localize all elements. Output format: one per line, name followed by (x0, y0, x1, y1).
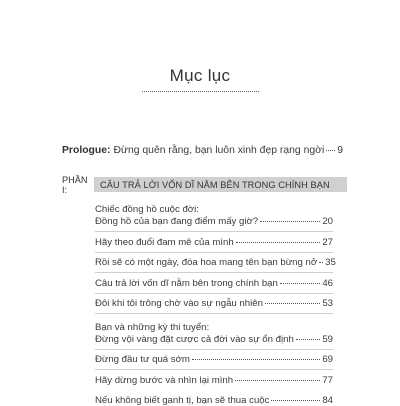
title-underline (142, 91, 259, 92)
entry-text: Đôi khi tôi trông chờ vào sự ngẫu nhiên (95, 298, 263, 309)
entry-text: Đừng đầu tư quá sớm (95, 354, 190, 365)
dot-leader (235, 380, 320, 381)
entry-text: Rồi sẽ có một ngày, đóa hoa mang tên bạn bừng nở (95, 257, 318, 268)
row-divider (95, 349, 333, 350)
part-title: CÂU TRẢ LỜI VỐN DĨ NẰM BÊN TRONG CHÍNH BẠN (94, 177, 347, 192)
entry-text: Đừng vội vàng đặt cược cả đời vào sự ổn định (95, 333, 294, 345)
prologue-text: Đừng quên rằng, bạn luôn xinh đẹp rạng ngời (113, 145, 325, 156)
page-number: 53 (322, 298, 333, 309)
entry-text: Đồng hồ của bạn đang điểm mấy giờ? (95, 216, 259, 227)
dot-leader (236, 242, 321, 243)
dot-leader (326, 150, 335, 151)
entry-text: Nếu không biết ganh tị, bạn sẽ thua cuộc (95, 395, 270, 406)
page-number: 20 (322, 216, 333, 227)
dot-leader (271, 400, 320, 401)
dot-leader (280, 283, 321, 284)
page-number: 46 (322, 277, 333, 289)
toc-entry-prologue (62, 145, 343, 156)
page-number: 9 (337, 145, 343, 156)
page-title: Mục lục (169, 66, 231, 85)
page-number: 84 (322, 395, 333, 406)
group-label: Chiếc đồng hồ cuộc đời: (95, 204, 199, 215)
part-number: PHẦN I: (62, 174, 88, 195)
dot-leader (296, 339, 321, 340)
toc-entry (95, 395, 333, 406)
entry-text: Câu trả lời vốn dĩ nằm bên trong chính bạn (95, 277, 278, 289)
dot-leader (192, 359, 320, 360)
dot-leader (265, 303, 320, 304)
row-divider (95, 293, 333, 294)
row-divider (95, 369, 333, 370)
toc-entry (95, 354, 333, 365)
toc-entry (95, 237, 333, 248)
toc-entry (95, 257, 336, 268)
dot-leader (319, 262, 323, 263)
row-divider (95, 272, 333, 273)
part-heading (60, 174, 347, 195)
row-divider (95, 231, 333, 232)
dot-leader (260, 221, 320, 222)
entry-text: Hãy dừng bước và nhìn lại mình (95, 374, 234, 386)
page-number: 77 (322, 374, 333, 386)
page-number: 59 (322, 333, 333, 345)
page-number: 69 (322, 354, 333, 365)
row-divider (95, 313, 333, 314)
page-number: 27 (322, 236, 333, 248)
toc-entry (95, 278, 333, 289)
row-divider (95, 252, 333, 253)
prologue-label: Prologue: (62, 145, 111, 156)
toc-entry (95, 298, 333, 309)
group-label: Bạn và những kỳ thi tuyển: (95, 321, 210, 333)
entry-text: Hãy theo đuổi đam mê của mình (95, 236, 234, 248)
toc-entry (95, 216, 333, 227)
toc-entry (95, 334, 333, 345)
toc-entry (95, 375, 333, 386)
page-number: 35 (325, 257, 336, 268)
